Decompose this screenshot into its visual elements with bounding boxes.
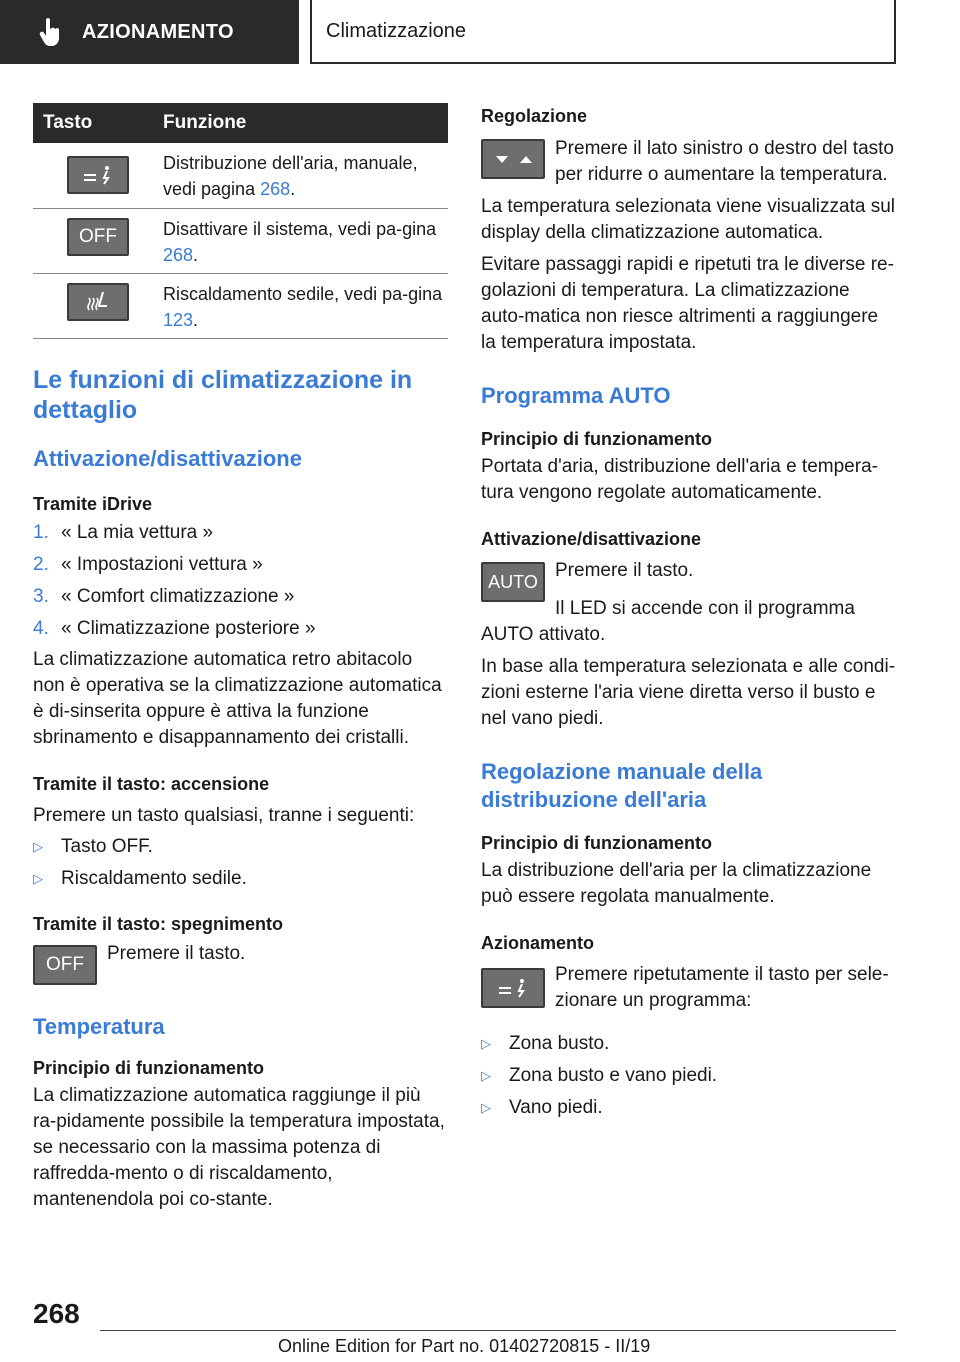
idrive-steps: [33, 517, 448, 645]
table-row: [33, 143, 448, 209]
bullet-triangle-icon: ▷: [33, 839, 43, 854]
list-item: [33, 613, 448, 645]
step-number: 2.: [33, 554, 49, 575]
subsection-heading-auto: Programma AUTO: [481, 383, 671, 408]
step-text: « Climatizzazione posteriore »: [61, 618, 316, 639]
auto-led-text: Il LED si accende con il programma AUTO attivato.: [481, 598, 855, 645]
auto-paragraph-2: In base alla temperatura selezionata e alle condi‐zioni esterne l'aria viene diretta verso il busto e nel vano piedi.: [481, 656, 896, 729]
header-chapter-label: Climatizzazione: [326, 19, 467, 42]
air-distribution-key-icon: [67, 156, 129, 194]
temperature-key-row: [481, 139, 897, 188]
off-key-text: Premere il tasto.: [107, 943, 246, 964]
step-number: 1.: [33, 522, 49, 543]
bullet-text: Riscaldamento sedile.: [61, 868, 247, 889]
auto-key-text: Premere il tasto.: [555, 560, 694, 581]
table-row-punct: .: [290, 179, 296, 199]
off-key-row: [33, 945, 448, 985]
page-link[interactable]: 268: [163, 245, 194, 265]
list-item: [481, 1060, 897, 1092]
page-number: 268: [33, 1298, 80, 1329]
subsection-heading-activation: Attivazione/disattivazione: [33, 446, 302, 471]
footer-edition-note: Online Edition for Part no. 01402720815 - II/19: [278, 1336, 651, 1356]
subsection-heading-manual: Regolazione manuale della distribuzione dell'aria: [481, 759, 763, 812]
step-number: 3.: [33, 586, 49, 607]
table-header: [33, 103, 448, 143]
header-chapter-tab: [310, 0, 896, 64]
left-column: [33, 103, 448, 1213]
heading-regulation: Regolazione: [481, 106, 588, 126]
page-link[interactable]: 268: [260, 179, 291, 199]
page-link[interactable]: 123: [163, 310, 194, 330]
subsection-heading-temperature: Temperatura: [33, 1014, 165, 1039]
list-item: [33, 581, 448, 613]
bullet-triangle-icon: ▷: [481, 1068, 491, 1083]
auto-key-icon: AUTO: [481, 562, 545, 602]
heading-principle: Principio di funzionamento: [481, 833, 712, 853]
step-text: « La mia vettura »: [61, 522, 214, 543]
heading-activation: Attivazione/disattivazione: [481, 529, 702, 549]
bullet-triangle-icon: ▷: [481, 1100, 491, 1115]
seat-heating-key-icon: [67, 283, 129, 321]
bullet-text: Zona busto.: [509, 1033, 610, 1054]
idrive-paragraph: La climatizzazione automatica retro abitacolo non è operativa se la climatizzazione automatica è di‐sinserita oppure è attiva la funzione sbrinamento e disappannamento dei cristalli.: [33, 649, 442, 748]
table-row-text: Distribuzione dell'aria, manuale, vedi pagina: [163, 153, 418, 199]
table-header-function: Funzione: [163, 112, 247, 133]
table-row: [33, 274, 448, 339]
bullet-triangle-icon: ▷: [33, 871, 43, 886]
hand-pointer-icon: [30, 12, 70, 52]
off-key-icon: OFF: [67, 218, 129, 256]
heading-principle: Principio di funzionamento: [481, 429, 712, 449]
heading-button-off: Tramite il tasto: spegnimento: [33, 914, 284, 934]
header-section-label: AZIONAMENTO: [82, 20, 234, 43]
table-row-punct: .: [193, 310, 199, 330]
table-row-text: Riscaldamento sedile, vedi pa‐gina: [163, 284, 443, 304]
distribution-key-row: [481, 964, 897, 1014]
list-item: [33, 517, 448, 549]
exceptions-list: [33, 831, 448, 895]
heading-idrive: Tramite iDrive: [33, 494, 153, 514]
table-row-punct: .: [193, 245, 199, 265]
list-item: [481, 1092, 897, 1124]
step-text: « Impostazioni vettura »: [61, 554, 263, 575]
header-section-tab: [0, 0, 299, 64]
heading-principle: Principio di funzionamento: [33, 1058, 264, 1078]
operation-text: Premere ripetutamente il tasto per sele‐zionare un programma:: [555, 964, 889, 1011]
table-row: [33, 209, 448, 274]
bullet-text: Vano piedi.: [509, 1097, 603, 1118]
distribution-programs-list: [481, 1028, 897, 1124]
regulation-paragraph-1: La temperatura selezionata viene visualizzata sul display della climatizzazione automatica.: [481, 196, 896, 243]
off-key-icon: OFF: [33, 945, 97, 985]
button-on-paragraph: Premere un tasto qualsiasi, tranne i seguenti:: [33, 805, 415, 826]
bullet-text: Zona busto e vano piedi.: [509, 1065, 718, 1086]
bullet-triangle-icon: ▷: [481, 1036, 491, 1051]
step-number: 4.: [33, 618, 49, 639]
list-item: [33, 549, 448, 581]
list-item: [481, 1028, 897, 1060]
regulation-paragraph-2: Evitare passaggi rapidi e ripetuti tra le diverse re‐golazioni di temperatura. La climatizzazione auto‐matica non riesce altrimenti a raggiungere la temperatura impostata.: [481, 254, 894, 353]
table-header-key: Tasto: [43, 112, 93, 133]
table-row-text: Disattivare il sistema, vedi pa‐gina: [163, 219, 437, 239]
footer-divider: [100, 1330, 896, 1331]
manual-paragraph: La distribuzione dell'aria per la climatizzazione può essere regolata manualmente.: [481, 860, 872, 907]
list-item: [33, 863, 448, 895]
regulation-text: Premere il lato sinistro o destro del tasto per ridurre o aumentare la temperatura.: [555, 138, 894, 185]
section-heading: Le funzioni di climatizzazione in dettaglio: [33, 366, 413, 424]
heading-operation: Azionamento: [481, 933, 595, 953]
list-item: [33, 831, 448, 863]
temperature-paragraph: La climatizzazione automatica raggiunge il più ra‐pidamente possibile la temperatura impostata, se necessario con la massima potenza di raffredda‐mento o di riscaldamento, mantenendola poi co‐stante.: [33, 1085, 445, 1210]
temperature-rocker-key-icon: [481, 139, 545, 179]
step-text: « Comfort climatizzazione »: [61, 586, 295, 607]
right-column: [481, 103, 897, 1124]
auto-paragraph: Portata d'aria, distribuzione dell'aria e tempera‐tura vengono regolate automaticamente.: [481, 456, 878, 503]
heading-button-on: Tramite il tasto: accensione: [33, 774, 270, 794]
bullet-text: Tasto OFF.: [61, 836, 153, 857]
air-distribution-key-icon: [481, 968, 545, 1008]
